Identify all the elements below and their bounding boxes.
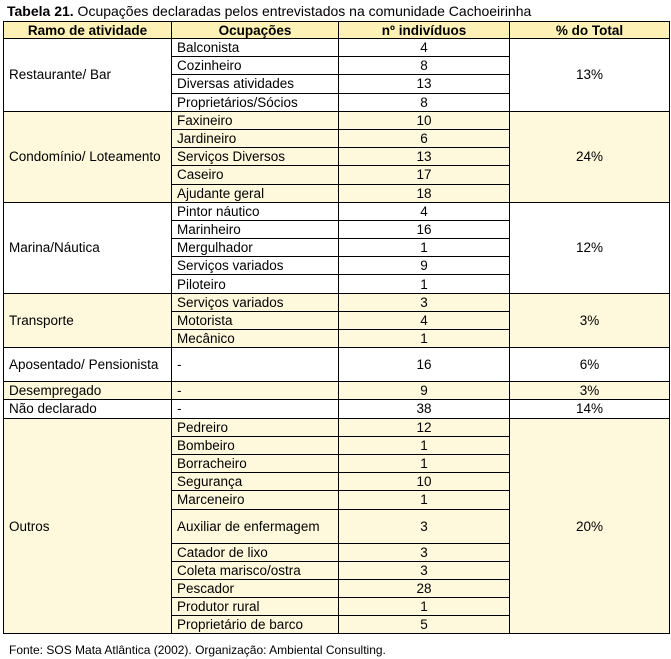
cell-ramo: Aposentado/ Pensionista [4, 348, 172, 382]
cell-individuos: 5 [339, 616, 510, 634]
table-caption [7, 2, 531, 20]
cell-percent: 12% [510, 202, 670, 293]
cell-individuos: 12 [339, 418, 510, 436]
cell-individuos: 1 [339, 239, 510, 257]
cell-individuos: 13 [339, 75, 510, 93]
cell-individuos: 3 [339, 561, 510, 579]
table-body [4, 39, 670, 634]
cell-individuos: 1 [339, 330, 510, 348]
cell-ocupacao: Balconista [172, 39, 339, 57]
cell-individuos: 3 [339, 509, 510, 543]
table-row [4, 293, 670, 311]
cell-ramo: Marina/Náutica [4, 202, 172, 293]
cell-percent: 20% [510, 418, 670, 634]
cell-individuos: 16 [339, 220, 510, 238]
cell-individuos: 1 [339, 275, 510, 293]
cell-ocupacao: Piloteiro [172, 275, 339, 293]
cell-ocupacao: - [172, 400, 339, 418]
cell-ocupacao: Diversas atividades [172, 75, 339, 93]
cell-individuos: 38 [339, 400, 510, 418]
cell-ocupacao: Caseiro [172, 166, 339, 184]
occupations-table [3, 21, 670, 634]
cell-individuos: 18 [339, 184, 510, 202]
cell-individuos: 4 [339, 311, 510, 329]
cell-ramo: Desempregado [4, 382, 172, 400]
source-note: Fonte: SOS Mata Atlântica (2002). Organização: Ambiental Consulting. [9, 643, 386, 657]
table-header-row [4, 22, 670, 39]
table-row [4, 202, 670, 220]
cell-ocupacao: Faxineiro [172, 111, 339, 129]
cell-percent: 3% [510, 293, 670, 348]
cell-individuos: 3 [339, 543, 510, 561]
cell-ocupacao: Marceneiro [172, 491, 339, 509]
cell-ocupacao: Auxiliar de enfermagem [172, 509, 339, 543]
table-container [3, 21, 670, 634]
table-row [4, 39, 670, 57]
cell-ocupacao: Serviços Diversos [172, 148, 339, 166]
cell-ocupacao: Cozinheiro [172, 57, 339, 75]
cell-individuos: 17 [339, 166, 510, 184]
cell-ocupacao: Borracheiro [172, 454, 339, 472]
cell-individuos: 9 [339, 382, 510, 400]
cell-individuos: 4 [339, 39, 510, 57]
cell-ocupacao: Serviços variados [172, 293, 339, 311]
cell-ocupacao: Marinheiro [172, 220, 339, 238]
cell-individuos: 9 [339, 257, 510, 275]
cell-ocupacao: Proprietários/Sócios [172, 93, 339, 111]
cell-ramo: Outros [4, 418, 172, 634]
cell-individuos: 13 [339, 148, 510, 166]
table-row [4, 382, 670, 400]
caption-label: Tabela 21. [7, 3, 74, 19]
cell-individuos: 3 [339, 293, 510, 311]
cell-individuos: 4 [339, 202, 510, 220]
cell-ramo: Transporte [4, 293, 172, 348]
cell-ocupacao: Bombeiro [172, 436, 339, 454]
cell-individuos: 6 [339, 129, 510, 147]
cell-ocupacao: Jardineiro [172, 129, 339, 147]
cell-individuos: 8 [339, 93, 510, 111]
header-ocupacoes: Ocupações [172, 22, 339, 39]
cell-ramo: Restaurante/ Bar [4, 39, 172, 112]
cell-individuos: 8 [339, 57, 510, 75]
header-individuos: nº indivíduos [339, 22, 510, 39]
cell-ocupacao: Segurança [172, 473, 339, 491]
cell-individuos: 16 [339, 348, 510, 382]
cell-individuos: 10 [339, 473, 510, 491]
cell-individuos: 1 [339, 491, 510, 509]
cell-percent: 3% [510, 382, 670, 400]
cell-ocupacao: Catador de lixo [172, 543, 339, 561]
cell-percent: 14% [510, 400, 670, 418]
table-row [4, 348, 670, 382]
cell-ocupacao: Motorista [172, 311, 339, 329]
cell-percent: 13% [510, 39, 670, 112]
cell-ramo: Condomínio/ Loteamento [4, 111, 172, 202]
table-row [4, 111, 670, 129]
table-row [4, 400, 670, 418]
cell-ocupacao: Produtor rural [172, 598, 339, 616]
cell-individuos: 1 [339, 454, 510, 472]
cell-ocupacao: Coleta marisco/ostra [172, 561, 339, 579]
cell-ocupacao: - [172, 382, 339, 400]
cell-ocupacao: Mergulhador [172, 239, 339, 257]
cell-percent: 24% [510, 111, 670, 202]
header-ramo: Ramo de atividade [4, 22, 172, 39]
cell-ocupacao: Pedreiro [172, 418, 339, 436]
cell-percent: 6% [510, 348, 670, 382]
cell-ocupacao: Ajudante geral [172, 184, 339, 202]
table-row [4, 418, 670, 436]
cell-ocupacao: Proprietário de barco [172, 616, 339, 634]
cell-ocupacao: Pintor náutico [172, 202, 339, 220]
cell-ocupacao: Mecânico [172, 330, 339, 348]
caption-text: Ocupações declaradas pelos entrevistados na comunidade Cachoeirinha [73, 3, 532, 19]
cell-individuos: 1 [339, 598, 510, 616]
cell-individuos: 1 [339, 436, 510, 454]
header-percent: % do Total [510, 22, 670, 39]
cell-ramo: Não declarado [4, 400, 172, 418]
cell-ocupacao: Pescador [172, 579, 339, 597]
cell-individuos: 28 [339, 579, 510, 597]
cell-individuos: 10 [339, 111, 510, 129]
cell-ocupacao: - [172, 348, 339, 382]
cell-ocupacao: Serviços variados [172, 257, 339, 275]
